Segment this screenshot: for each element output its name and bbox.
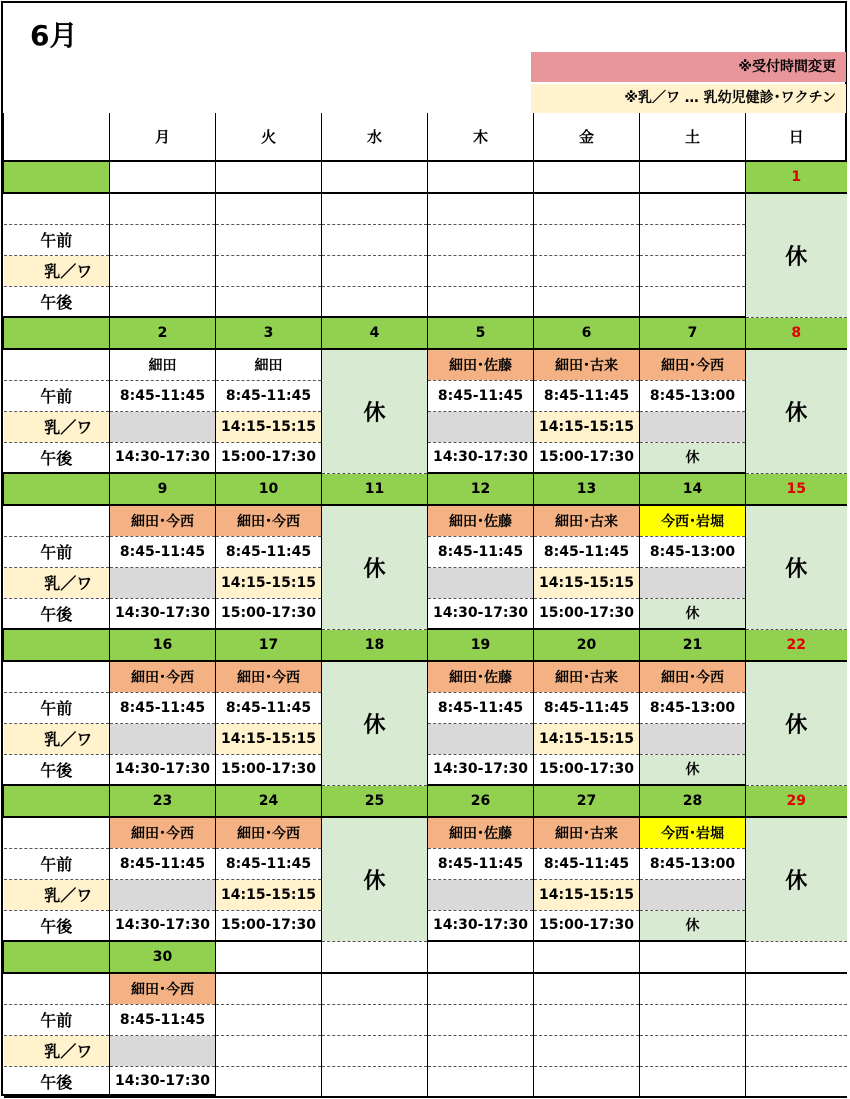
empty-cell — [428, 941, 534, 973]
empty-cell — [110, 255, 216, 286]
empty-cell — [110, 193, 216, 224]
pm-cell: 15:00-17:30 — [534, 442, 640, 473]
closed-cell: 休 — [322, 817, 428, 941]
doctor-cell: 細田･今西 — [640, 661, 746, 692]
weekday-header: 木 — [428, 113, 534, 161]
weekday-header: 月 — [110, 113, 216, 161]
doctor-cell: 今西･岩堀 — [640, 817, 746, 848]
page-title: 6月 — [30, 19, 78, 52]
empty-cell — [640, 411, 746, 442]
date-cell: 17 — [216, 629, 322, 661]
row-label: 乳／ワ — [4, 1035, 110, 1066]
empty-cell — [110, 286, 216, 317]
date-row-label — [4, 161, 110, 193]
empty-cell — [640, 1004, 746, 1035]
pm-cell: 15:00-17:30 — [216, 598, 322, 629]
row-label: 午前 — [4, 536, 110, 567]
am-cell: 8:45-11:45 — [110, 692, 216, 723]
empty-cell — [322, 1035, 428, 1066]
empty-cell — [534, 1035, 640, 1066]
empty-cell — [746, 941, 847, 973]
pm-row — [4, 1066, 847, 1097]
empty-cell — [428, 286, 534, 317]
date-cell: 10 — [216, 473, 322, 505]
header-corner — [4, 113, 110, 161]
pm-cell: 14:30-17:30 — [428, 754, 534, 785]
doctor-cell: 細田 — [216, 349, 322, 380]
empty-cell — [322, 193, 428, 224]
empty-cell — [746, 1004, 847, 1035]
date-cell: 9 — [110, 473, 216, 505]
doctor-cell: 細田･今西 — [216, 817, 322, 848]
empty-cell — [534, 224, 640, 255]
doctor-cell: 細田･佐藤 — [428, 505, 534, 536]
empty-cell — [428, 567, 534, 598]
row-label: 午前 — [4, 224, 110, 255]
date-cell: 12 — [428, 473, 534, 505]
doctor-cell: 細田･今西 — [640, 349, 746, 380]
closed-cell: 休 — [746, 349, 847, 473]
empty-cell — [640, 973, 746, 1004]
doctor-cell: 細田･今西 — [110, 973, 216, 1004]
empty-cell — [322, 286, 428, 317]
pm-cell: 14:30-17:30 — [110, 754, 216, 785]
doctor-cell: 細田･佐藤 — [428, 349, 534, 380]
date-cell: 3 — [216, 317, 322, 349]
row-label: 午後 — [4, 910, 110, 941]
empty-cell — [640, 161, 746, 193]
pm-cell: 14:30-17:30 — [110, 1066, 216, 1097]
date-cell: 15 — [746, 473, 847, 505]
closed-cell: 休 — [746, 505, 847, 629]
am-cell: 8:45-11:45 — [428, 848, 534, 879]
closed-cell: 休 — [746, 817, 847, 941]
empty-cell — [640, 255, 746, 286]
doctor-cell: 細田･佐藤 — [428, 661, 534, 692]
am-cell: 8:45-11:45 — [428, 536, 534, 567]
empty-cell — [216, 1004, 322, 1035]
empty-cell — [534, 941, 640, 973]
pm-cell: 14:30-17:30 — [428, 910, 534, 941]
closed-cell: 休 — [746, 193, 847, 317]
date-cell: 29 — [746, 785, 847, 817]
date-row-label — [4, 629, 110, 661]
empty-cell — [640, 1066, 746, 1097]
doctor-cell: 細田･佐藤 — [428, 817, 534, 848]
pm-cell: 休 — [640, 910, 746, 941]
empty-cell — [746, 1035, 847, 1066]
date-row-label — [4, 785, 110, 817]
am-cell: 8:45-13:00 — [640, 536, 746, 567]
pm-row — [4, 286, 847, 317]
am-cell: 8:45-11:45 — [110, 848, 216, 879]
empty-cell — [216, 224, 322, 255]
row-label: 午後 — [4, 1066, 110, 1097]
doctor-cell: 細田･今西 — [216, 505, 322, 536]
empty-cell — [322, 255, 428, 286]
pm-cell: 休 — [640, 754, 746, 785]
closed-cell: 休 — [322, 661, 428, 785]
empty-cell — [640, 567, 746, 598]
empty-cell — [640, 286, 746, 317]
date-cell: 21 — [640, 629, 746, 661]
empty-cell — [534, 973, 640, 1004]
empty-cell — [640, 1035, 746, 1066]
row-label-empty — [4, 973, 110, 1004]
doctor-cell: 細田･今西 — [110, 505, 216, 536]
date-cell: 26 — [428, 785, 534, 817]
am-cell: 8:45-11:45 — [216, 848, 322, 879]
date-cell: 19 — [428, 629, 534, 661]
date-row-label — [4, 473, 110, 505]
date-cell: 4 — [322, 317, 428, 349]
empty-cell — [428, 973, 534, 1004]
empty-cell — [216, 161, 322, 193]
pm-cell: 15:00-17:30 — [534, 598, 640, 629]
row-label: 午後 — [4, 598, 110, 629]
am-cell: 8:45-11:45 — [428, 692, 534, 723]
empty-cell — [534, 193, 640, 224]
empty-cell — [110, 224, 216, 255]
row-label: 午後 — [4, 442, 110, 473]
date-cell: 7 — [640, 317, 746, 349]
am-cell: 8:45-11:45 — [534, 848, 640, 879]
am-row — [4, 224, 847, 255]
doctor-cell: 細田･古来 — [534, 661, 640, 692]
row-label: 午前 — [4, 1004, 110, 1035]
pm-cell: 14:30-17:30 — [428, 442, 534, 473]
am-cell: 8:45-11:45 — [110, 380, 216, 411]
empty-cell — [746, 973, 847, 1004]
empty-cell — [640, 193, 746, 224]
calendar-table — [3, 113, 847, 1098]
row-label-empty — [4, 349, 110, 380]
doctor-cell: 細田･今西 — [110, 661, 216, 692]
row-label: 午後 — [4, 286, 110, 317]
doctor-cell: 細田･今西 — [110, 817, 216, 848]
milk-cell: 14:15-15:15 — [534, 411, 640, 442]
milk-cell: 14:15-15:15 — [216, 411, 322, 442]
pm-cell: 14:30-17:30 — [428, 598, 534, 629]
milk-cell: 14:15-15:15 — [534, 567, 640, 598]
pm-cell: 15:00-17:30 — [216, 754, 322, 785]
date-cell: 6 — [534, 317, 640, 349]
pm-cell: 15:00-17:30 — [216, 910, 322, 941]
empty-cell — [534, 161, 640, 193]
empty-cell — [216, 1035, 322, 1066]
date-row — [4, 785, 847, 817]
milk-cell: 14:15-15:15 — [216, 567, 322, 598]
row-label-empty — [4, 817, 110, 848]
am-cell: 8:45-13:00 — [640, 380, 746, 411]
empty-cell — [428, 161, 534, 193]
date-cell: 22 — [746, 629, 847, 661]
date-row-label — [4, 941, 110, 973]
date-cell: 18 — [322, 629, 428, 661]
empty-cell — [428, 1066, 534, 1097]
empty-cell — [746, 1066, 847, 1097]
empty-cell — [640, 723, 746, 754]
am-cell: 8:45-11:45 — [534, 692, 640, 723]
empty-cell — [428, 411, 534, 442]
date-cell: 20 — [534, 629, 640, 661]
doctor-cell: 細田･古来 — [534, 349, 640, 380]
empty-cell — [428, 224, 534, 255]
empty-cell — [428, 255, 534, 286]
weekday-header: 火 — [216, 113, 322, 161]
empty-cell — [322, 1004, 428, 1035]
pm-cell: 休 — [640, 598, 746, 629]
date-row — [4, 941, 847, 973]
doctor-row — [4, 973, 847, 1004]
row-label-empty — [4, 193, 110, 224]
weekday-header: 金 — [534, 113, 640, 161]
empty-cell — [216, 255, 322, 286]
doctor-cell: 細田･古来 — [534, 505, 640, 536]
empty-cell — [110, 161, 216, 193]
am-cell: 8:45-11:45 — [216, 692, 322, 723]
am-row — [4, 1004, 847, 1035]
empty-cell — [216, 193, 322, 224]
legend-time-changed: ※受付時間変更 — [531, 52, 846, 82]
weekday-header: 土 — [640, 113, 746, 161]
row-label: 午前 — [4, 848, 110, 879]
date-cell: 27 — [534, 785, 640, 817]
empty-cell — [216, 941, 322, 973]
row-label: 午前 — [4, 692, 110, 723]
milk-cell: 14:15-15:15 — [534, 723, 640, 754]
empty-cell — [110, 567, 216, 598]
empty-cell — [322, 941, 428, 973]
date-row — [4, 629, 847, 661]
date-row — [4, 473, 847, 505]
empty-cell — [640, 941, 746, 973]
row-label: 乳／ワ — [4, 723, 110, 754]
doctor-cell: 細田 — [110, 349, 216, 380]
legend-milk-note: ※乳／ワ … 乳幼児健診･ワクチン — [531, 84, 846, 113]
doctor-row — [4, 505, 847, 536]
weekday-header: 日 — [746, 113, 847, 161]
weekday-header: 水 — [322, 113, 428, 161]
am-cell: 8:45-13:00 — [640, 692, 746, 723]
row-label-empty — [4, 661, 110, 692]
doctor-row — [4, 661, 847, 692]
row-label: 乳／ワ — [4, 255, 110, 286]
empty-cell — [322, 1066, 428, 1097]
row-label-empty — [4, 505, 110, 536]
empty-cell — [534, 1066, 640, 1097]
empty-cell — [322, 224, 428, 255]
milk-cell: 14:15-15:15 — [534, 879, 640, 910]
pm-cell: 14:30-17:30 — [110, 442, 216, 473]
empty-cell — [428, 1035, 534, 1066]
empty-cell — [216, 1066, 322, 1097]
doctor-cell: 細田･古来 — [534, 817, 640, 848]
date-cell: 16 — [110, 629, 216, 661]
date-row-label — [4, 317, 110, 349]
pm-cell: 休 — [640, 442, 746, 473]
doctor-row — [4, 193, 847, 224]
row-label: 乳／ワ — [4, 411, 110, 442]
am-cell: 8:45-11:45 — [216, 536, 322, 567]
milk-cell: 14:15-15:15 — [216, 879, 322, 910]
date-cell: 13 — [534, 473, 640, 505]
date-cell: 8 — [746, 317, 847, 349]
empty-cell — [216, 973, 322, 1004]
date-cell: 30 — [110, 941, 216, 973]
am-cell: 8:45-11:45 — [428, 380, 534, 411]
am-cell: 8:45-11:45 — [534, 380, 640, 411]
date-cell: 25 — [322, 785, 428, 817]
date-cell: 1 — [746, 161, 847, 193]
doctor-cell: 今西･岩堀 — [640, 505, 746, 536]
date-cell: 2 — [110, 317, 216, 349]
date-row — [4, 317, 847, 349]
empty-cell — [110, 723, 216, 754]
empty-cell — [534, 1004, 640, 1035]
closed-cell: 休 — [746, 661, 847, 785]
empty-cell — [534, 286, 640, 317]
date-cell: 11 — [322, 473, 428, 505]
date-cell: 23 — [110, 785, 216, 817]
empty-cell — [428, 1004, 534, 1035]
row-label: 乳／ワ — [4, 567, 110, 598]
empty-cell — [110, 879, 216, 910]
empty-cell — [428, 723, 534, 754]
pm-cell: 14:30-17:30 — [110, 910, 216, 941]
date-cell: 14 — [640, 473, 746, 505]
closed-cell: 休 — [322, 505, 428, 629]
milk-cell: 14:15-15:15 — [216, 723, 322, 754]
empty-cell — [534, 255, 640, 286]
empty-cell — [322, 973, 428, 1004]
date-row — [4, 161, 847, 193]
empty-cell — [216, 286, 322, 317]
am-cell: 8:45-13:00 — [640, 848, 746, 879]
milk-row — [4, 255, 847, 286]
milk-row — [4, 1035, 847, 1066]
doctor-cell: 細田･今西 — [216, 661, 322, 692]
empty-cell — [110, 411, 216, 442]
am-cell: 8:45-11:45 — [110, 1004, 216, 1035]
weekday-header-row — [4, 113, 847, 161]
row-label: 午後 — [4, 754, 110, 785]
pm-cell: 14:30-17:30 — [110, 598, 216, 629]
empty-cell — [640, 224, 746, 255]
empty-cell — [110, 1035, 216, 1066]
doctor-row — [4, 817, 847, 848]
date-cell: 5 — [428, 317, 534, 349]
pm-cell: 15:00-17:30 — [534, 910, 640, 941]
empty-cell — [428, 879, 534, 910]
row-label: 乳／ワ — [4, 879, 110, 910]
am-cell: 8:45-11:45 — [216, 380, 322, 411]
date-cell: 28 — [640, 785, 746, 817]
empty-cell — [428, 193, 534, 224]
doctor-row — [4, 349, 847, 380]
empty-cell — [322, 161, 428, 193]
pm-cell: 15:00-17:30 — [534, 754, 640, 785]
date-cell: 24 — [216, 785, 322, 817]
empty-cell — [640, 879, 746, 910]
am-cell: 8:45-11:45 — [534, 536, 640, 567]
am-cell: 8:45-11:45 — [110, 536, 216, 567]
row-label: 午前 — [4, 380, 110, 411]
closed-cell: 休 — [322, 349, 428, 473]
pm-cell: 15:00-17:30 — [216, 442, 322, 473]
